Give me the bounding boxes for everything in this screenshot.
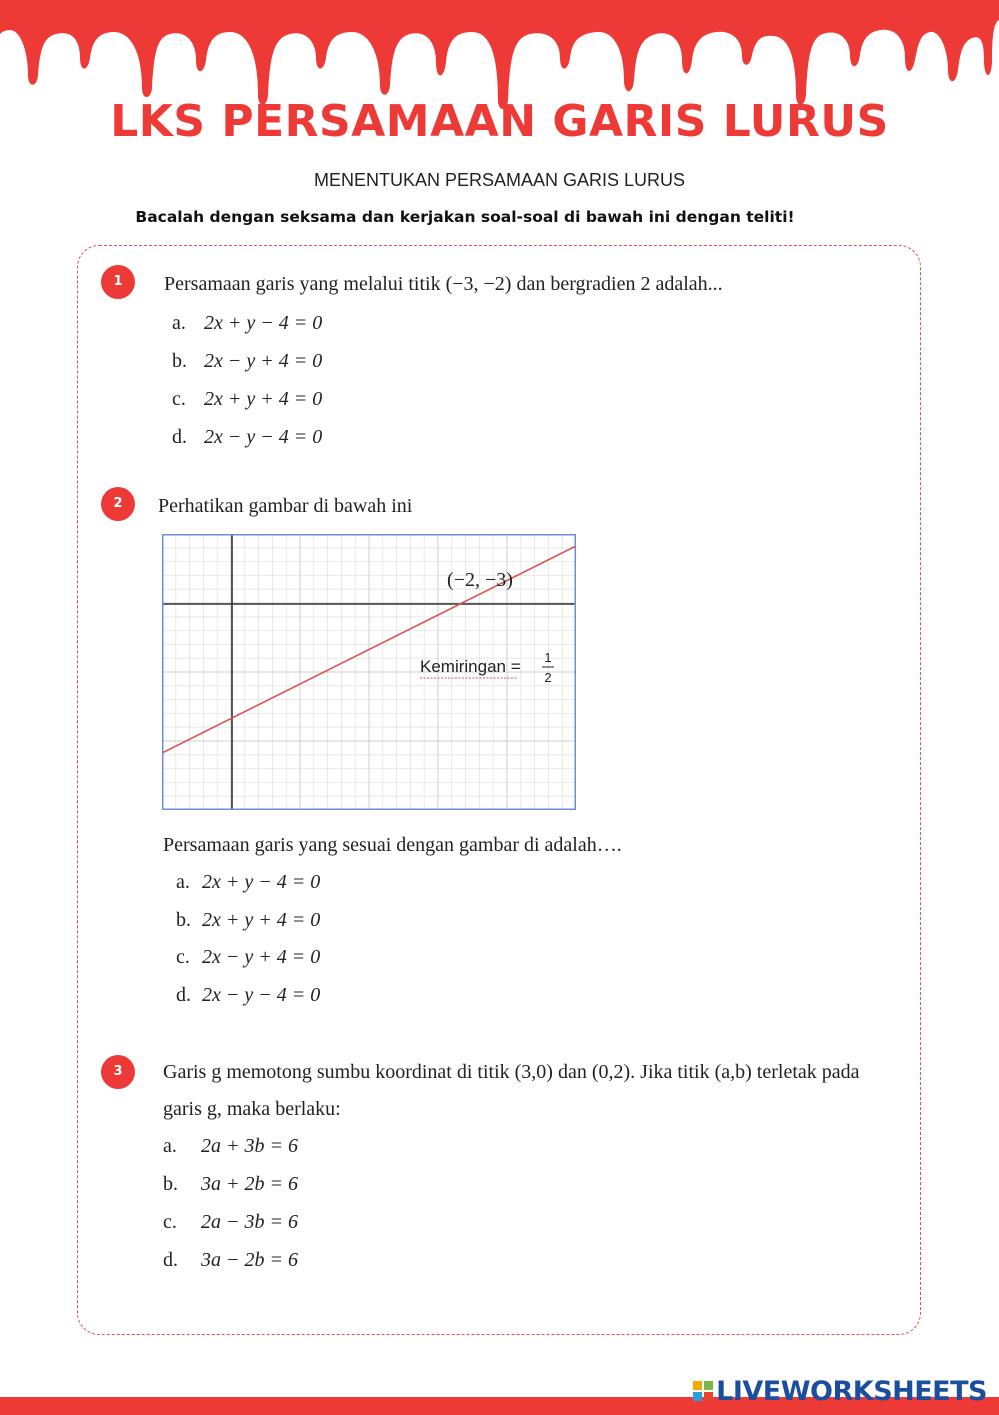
option-letter: c. bbox=[172, 388, 186, 410]
option-letter: a. bbox=[172, 312, 186, 334]
option-letter: b. bbox=[163, 1173, 178, 1195]
question-2-prompt: Persamaan garis yang sesuai dengan gambar di adalah…. bbox=[163, 834, 622, 856]
question-3-option-b[interactable] bbox=[163, 1173, 298, 1196]
question-number-badge: 3 bbox=[101, 1055, 135, 1089]
option-expression: 2x − y − 4 = 0 bbox=[204, 426, 323, 448]
liveworksheets-logo[interactable] bbox=[693, 1376, 987, 1406]
instruction-text: Bacalah dengan seksama dan kerjakan soal-soal di bawah ini dengan teliti! bbox=[135, 208, 795, 226]
line-graph bbox=[162, 534, 576, 810]
option-expression: 2x + y − 4 = 0 bbox=[204, 312, 323, 334]
question-1-option-d[interactable] bbox=[172, 426, 322, 449]
option-letter: d. bbox=[176, 984, 191, 1006]
option-letter: a. bbox=[163, 1135, 177, 1157]
question-3-option-a[interactable] bbox=[163, 1135, 298, 1158]
point-label: (−2, −3) bbox=[447, 569, 513, 591]
option-letter: d. bbox=[172, 426, 187, 448]
option-letter: c. bbox=[176, 946, 190, 968]
question-3-option-d[interactable] bbox=[163, 1249, 298, 1272]
question-1-text: Persamaan garis yang melalui titik (−3, −2) dan bergradien 2 adalah... bbox=[164, 273, 723, 295]
option-letter: a. bbox=[176, 871, 190, 893]
option-expression: 2x − y + 4 = 0 bbox=[204, 350, 323, 372]
option-letter: c. bbox=[163, 1211, 177, 1233]
option-letter: b. bbox=[176, 909, 191, 931]
question-2-option-c[interactable] bbox=[176, 946, 320, 969]
question-1-option-c[interactable] bbox=[172, 388, 322, 411]
question-3-text-line2: garis g, maka berlaku: bbox=[163, 1098, 341, 1120]
question-number-badge: 2 bbox=[101, 487, 135, 521]
option-letter: b. bbox=[172, 350, 187, 372]
option-expression: 2a − 3b = 6 bbox=[201, 1211, 298, 1233]
question-number-badge: 1 bbox=[101, 265, 135, 299]
question-3-option-c[interactable] bbox=[163, 1211, 298, 1234]
option-expression: 2x + y + 4 = 0 bbox=[204, 388, 323, 410]
question-3-text-line1: Garis g memotong sumbu koordinat di titik (3,0) dan (0,2). Jika titik (a,b) terletak pada bbox=[163, 1061, 860, 1083]
question-2-option-d[interactable] bbox=[176, 984, 320, 1007]
question-2-text: Perhatikan gambar di bawah ini bbox=[158, 495, 413, 517]
option-expression: 2x − y + 4 = 0 bbox=[202, 946, 321, 968]
option-expression: 2x + y − 4 = 0 bbox=[202, 871, 321, 893]
dripping-paint-header bbox=[0, 0, 999, 110]
question-1-option-a[interactable] bbox=[172, 312, 322, 335]
question-2-option-a[interactable] bbox=[176, 871, 320, 894]
page-subtitle: MENENTUKAN PERSAMAAN GARIS LURUS bbox=[313, 170, 686, 190]
question-2-option-b[interactable] bbox=[176, 909, 320, 932]
logo-text: LIVEWORKSHEETS bbox=[716, 1375, 987, 1407]
option-letter: d. bbox=[163, 1249, 178, 1271]
slope-denominator: 2 bbox=[544, 670, 552, 685]
slope-label: Kemiringan = bbox=[420, 657, 521, 676]
liveworksheets-logo-icon bbox=[693, 1381, 713, 1401]
option-expression: 3a + 2b = 6 bbox=[201, 1173, 298, 1195]
slope-numerator: 1 bbox=[544, 650, 552, 665]
question-1-option-b[interactable] bbox=[172, 350, 322, 373]
option-expression: 3a − 2b = 6 bbox=[201, 1249, 298, 1271]
page-title: LKS PERSAMAAN GARIS LURUS bbox=[110, 96, 889, 147]
option-expression: 2x + y + 4 = 0 bbox=[202, 909, 321, 931]
option-expression: 2a + 3b = 6 bbox=[201, 1135, 298, 1157]
option-expression: 2x − y − 4 = 0 bbox=[202, 984, 321, 1006]
